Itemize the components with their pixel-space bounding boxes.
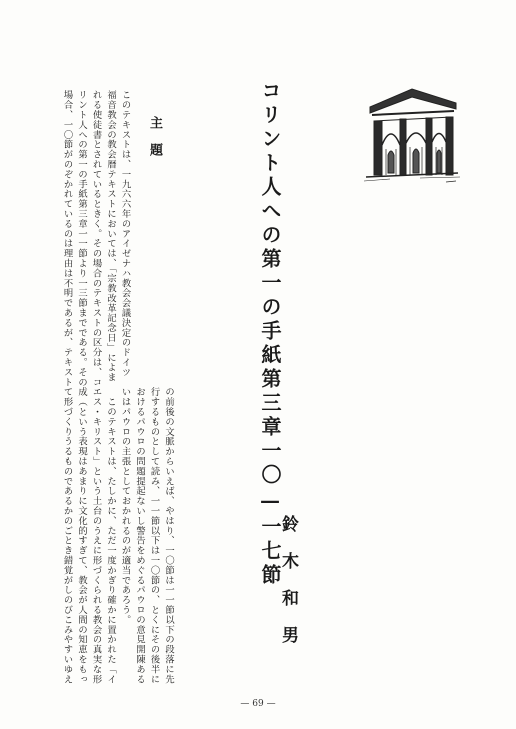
body-line: 福音教会の教会暦テキストにおいては、「宗教改革記念日」によま [105, 90, 116, 383]
body-column-upper [59, 90, 132, 387]
body-line: いはパウロの主張としておかれるのが適当であろう。 [119, 387, 131, 625]
body-line: の前後の文脈からいえば、やはり、一〇節は一一節以下の段落に先 [163, 387, 174, 684]
body-line: 行するものとして読み、一一節以下は一〇節の、とくにその後半に [148, 387, 160, 684]
body-line: て形づくりうるものであるかのごとき錯覚がしのびこみやすいゆえ [61, 387, 73, 684]
colonnade-ruins-drawing [360, 85, 462, 185]
body-line: おけるパウロの問題提起ないし警告をめぐるパウロの意見開陳ある [134, 387, 145, 684]
body-line: このテキストは、一九六六年のアイゼナハ教会会議決定のドイツ [119, 90, 131, 378]
article-title: コリント人への第一の手紙第三章一〇—一七節 [258, 80, 282, 588]
body-line: エス・キリスト」という土台のうえに形づくられる教会の真実な形 [90, 387, 102, 684]
body-line: リント人への第一の手紙第三章一一節より一三節までである。その [76, 90, 87, 387]
body-line: 場合、一〇節がのぞかれているのは理由は不明であるが、テキスト [61, 90, 73, 387]
body-line: 成（という表現はあまりに文化的すぎて、教会が人間の知恵をもっ [76, 387, 87, 684]
section-heading: 主題 [147, 116, 162, 170]
author-name: 鈴木和男 [278, 515, 298, 663]
body-line: このテキストは、たしかに、ただ一度かぎり確かに置かれた「イ [105, 387, 116, 684]
page-number: — 69 — [240, 699, 276, 709]
body-column-lower [59, 387, 175, 684]
body-line: れる使徒書とされているときく。その場合のテキストの区分は、コ [90, 90, 102, 387]
